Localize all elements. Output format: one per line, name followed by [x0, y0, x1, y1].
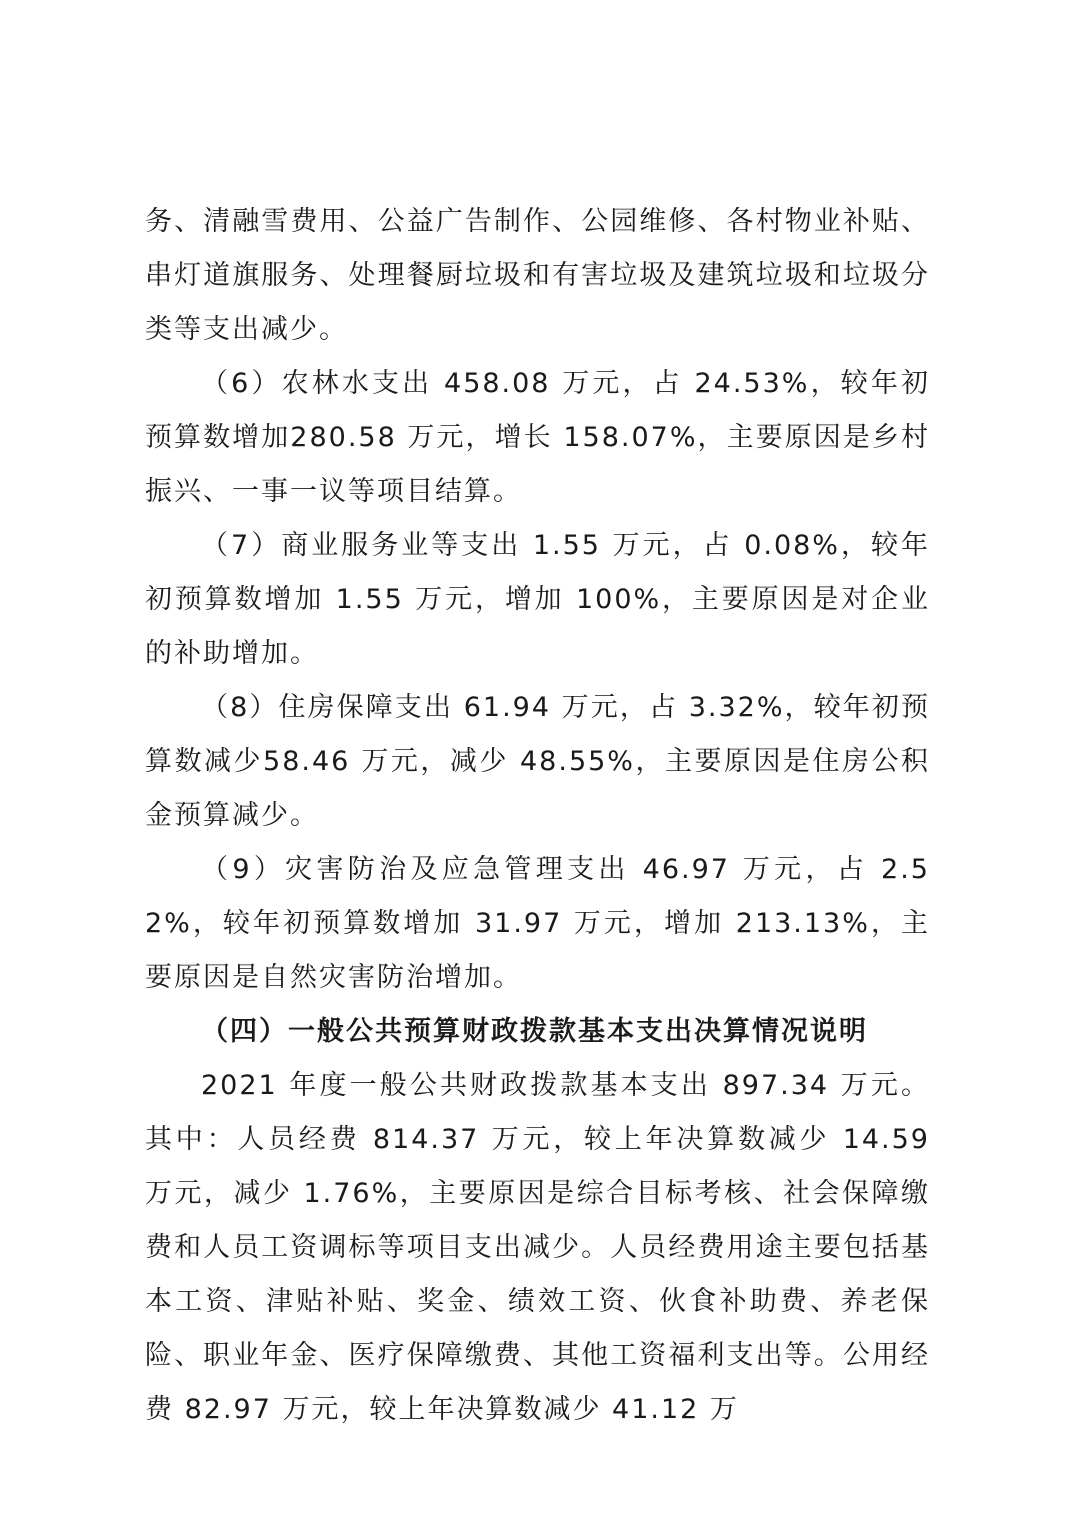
section-heading: （四）一般公共预算财政拨款基本支出决算情况说明 [201, 1016, 868, 1047]
paragraph-continuation: 务、清融雪费用、公益广告制作、公园维修、各村物业补贴、串灯道旗服务、处理餐厨垃圾和有害垃圾及建筑垃圾和垃圾分类等支出减少。 [145, 206, 930, 345]
paragraph-item-8: （8）住房保障支出 61.94 万元，占 3.32%，较年初预算数减少58.46 万元，减少 48.55%，主要原因是住房公积金预算减少。 [145, 692, 930, 831]
section-paragraph: 2021 年度一般公共财政拨款基本支出 897.34 万元。其中：人员经费 814.37 万元，较上年决算数减少 14.59 万元，减少 1.76%，主要原因是综合目标考核、社会保障缴费和人员工资调标等项目支出减少。人员经费用途主要包括基本工资、津贴补贴、奖金、绩效工资、伙食补助费、养老保险、职业年金、医疗保障缴费、其他工资福利支出等。公用经费 82.97 万元，较上年决算数减少 41.12 万 [145, 1070, 930, 1425]
paragraph-item-7: （7）商业服务业等支出 1.55 万元，占 0.08%，较年初预算数增加 1.55 万元，增加 100%，主要原因是对企业的补助增加。 [145, 530, 930, 669]
paragraph-item-9: （9）灾害防治及应急管理支出 46.97 万元，占 2.52%，较年初预算数增加 31.97 万元，增加 213.13%，主要原因是自然灾害防治增加。 [145, 854, 930, 993]
paragraph-item-6: （6）农林水支出 458.08 万元，占 24.53%，较年初预算数增加280.58 万元，增长 158.07%，主要原因是乡村振兴、一事一议等项目结算。 [145, 368, 930, 507]
document-body [145, 195, 930, 1437]
